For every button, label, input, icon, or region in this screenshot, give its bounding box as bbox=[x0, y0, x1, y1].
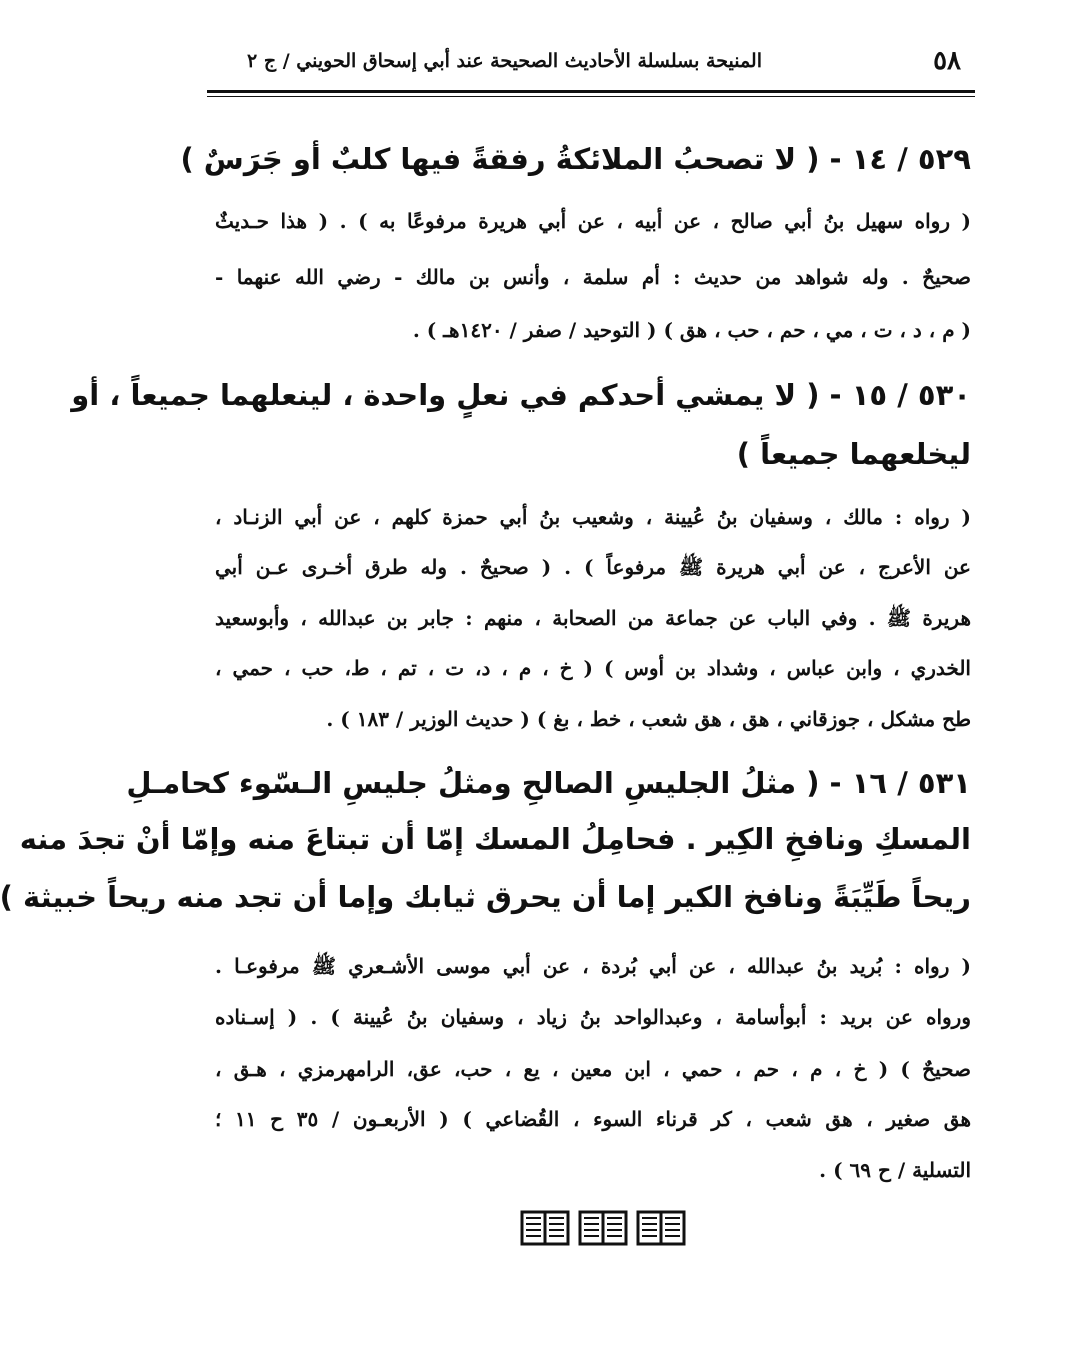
takhrij-529-line-2: صحيحٌ . وله شواهد من حديث : أم سلمة ، وأنس بن مالك - رضي الله عنهما - bbox=[215, 265, 971, 289]
section-end-ornament bbox=[503, 1208, 703, 1252]
takhrij-531-line-5: التسلية / ح ٦٩ ) . bbox=[819, 1158, 971, 1182]
takhrij-529-line-1: ( رواه سهيل بنُ أبي صالح ، عن أبيه ، عن أبي هريرة مرفوعًا به ) . ( هذا حـديثٌ bbox=[215, 209, 971, 233]
takhrij-530-line-4: الخدري ، وابن عباس ، وشداد بن أوس ) ( خ ، م ، د، ت ، تم ، ط، حب ، حمي ، bbox=[215, 656, 971, 680]
page-header bbox=[207, 38, 975, 88]
takhrij-530-line-2: عن الأعرج ، عن أبي هريرة ﷺ مرفوعاً ) . ( صحيحٌ . وله طرق أخـرى عـن أبي bbox=[215, 555, 971, 579]
hadith-530-text-line-1: ٥٣٠ / ١٥ - ( لا يمشي أحدكم في نعلٍ واحدة ، لينعلهما جميعاً ، أو bbox=[71, 378, 971, 412]
hadith-531-text-line-3: ريحاً طَيِّبَةً ونافخ الكير إما أن يحرق ثيابك وإما أن تجد منه ريحاً خبيثة ) bbox=[0, 880, 971, 914]
takhrij-531-line-3: صحيحٌ ) ( خ ، م ، حم ، حمي ، ابن معين ، يع ، حب، عق، الرامهرمزي ، هـق ، bbox=[215, 1057, 971, 1081]
page-number: ٥٨ bbox=[933, 46, 961, 76]
takhrij-531-line-2: ورواه عن بريد : أبوأسامة ، وعبدالواحد بنُ زياد ، وسفيان بنُ عُيينة ) . ( إسـناده bbox=[215, 1005, 971, 1029]
takhrij-530-line-5: طح مشكل ، جوزقاني ، هق ، هق شعب ، خط ، بغ ) ( حديث الوزير / ١٨٣ ) . bbox=[326, 707, 971, 731]
header-rule-thin bbox=[207, 96, 975, 97]
hadith-530-text-line-2: ليخلعهما جميعاً ) bbox=[736, 437, 971, 471]
takhrij-530-line-1: ( رواه : مالك ، وسفيان بنُ عُيينة ، وشعيب بنُ أبي حمزة كلهم ، عن أبي الزنـاد ، bbox=[215, 505, 971, 529]
takhrij-530-line-3: هريرة ﷺ . وفي الباب عن جماعة من الصحابة ، منهم : جابر بن عبدالله ، وأبوسعيد bbox=[215, 606, 971, 630]
takhrij-531-line-1: ( رواه : بُريد بنُ عبدالله ، عن أبي بُردة ، عن أبي موسى الأشـعري ﷺ مرفوعـا . bbox=[215, 954, 971, 978]
hadith-531-text-line-2: المسكِ ونافخِ الكِير . فحامِلُ المسك إمّا أن تبتاعَ منه وإمّا أنْ تجدَ منه bbox=[19, 822, 971, 856]
hadith-529-text: ٥٢٩ / ١٤ - ( لا تصحبُ الملائكةُ رفقةً فيها كلبٌ أو جَرَسٌ ) bbox=[180, 142, 971, 176]
open-book-icon bbox=[578, 1208, 628, 1248]
open-book-icon bbox=[636, 1208, 686, 1248]
header-rule bbox=[207, 90, 975, 93]
hadith-531-text-line-1: ٥٣١ / ١٦ - ( مثلُ الجليسِ الصالحِ ومثلُ جليسِ الـسّوء كحامـلِ bbox=[126, 766, 971, 800]
open-book-icon bbox=[520, 1208, 570, 1248]
takhrij-529-line-3: ( م ، د ، ت ، مي ، حم ، حب ، هق ) ( التوحيد / صفر / ١٤٢٠هـ ) . bbox=[412, 318, 971, 342]
takhrij-531-line-4: هق صغير ، هق شعب ، كر قرناء السوء ، القُضاعي ) ( الأربعـون / ٣٥ ح ١١ ؛ bbox=[215, 1107, 971, 1131]
running-title: المنيحة بسلسلة الأحاديث الصحيحة عند أبي إسحاق الحويني / ج ٢ bbox=[247, 50, 762, 72]
